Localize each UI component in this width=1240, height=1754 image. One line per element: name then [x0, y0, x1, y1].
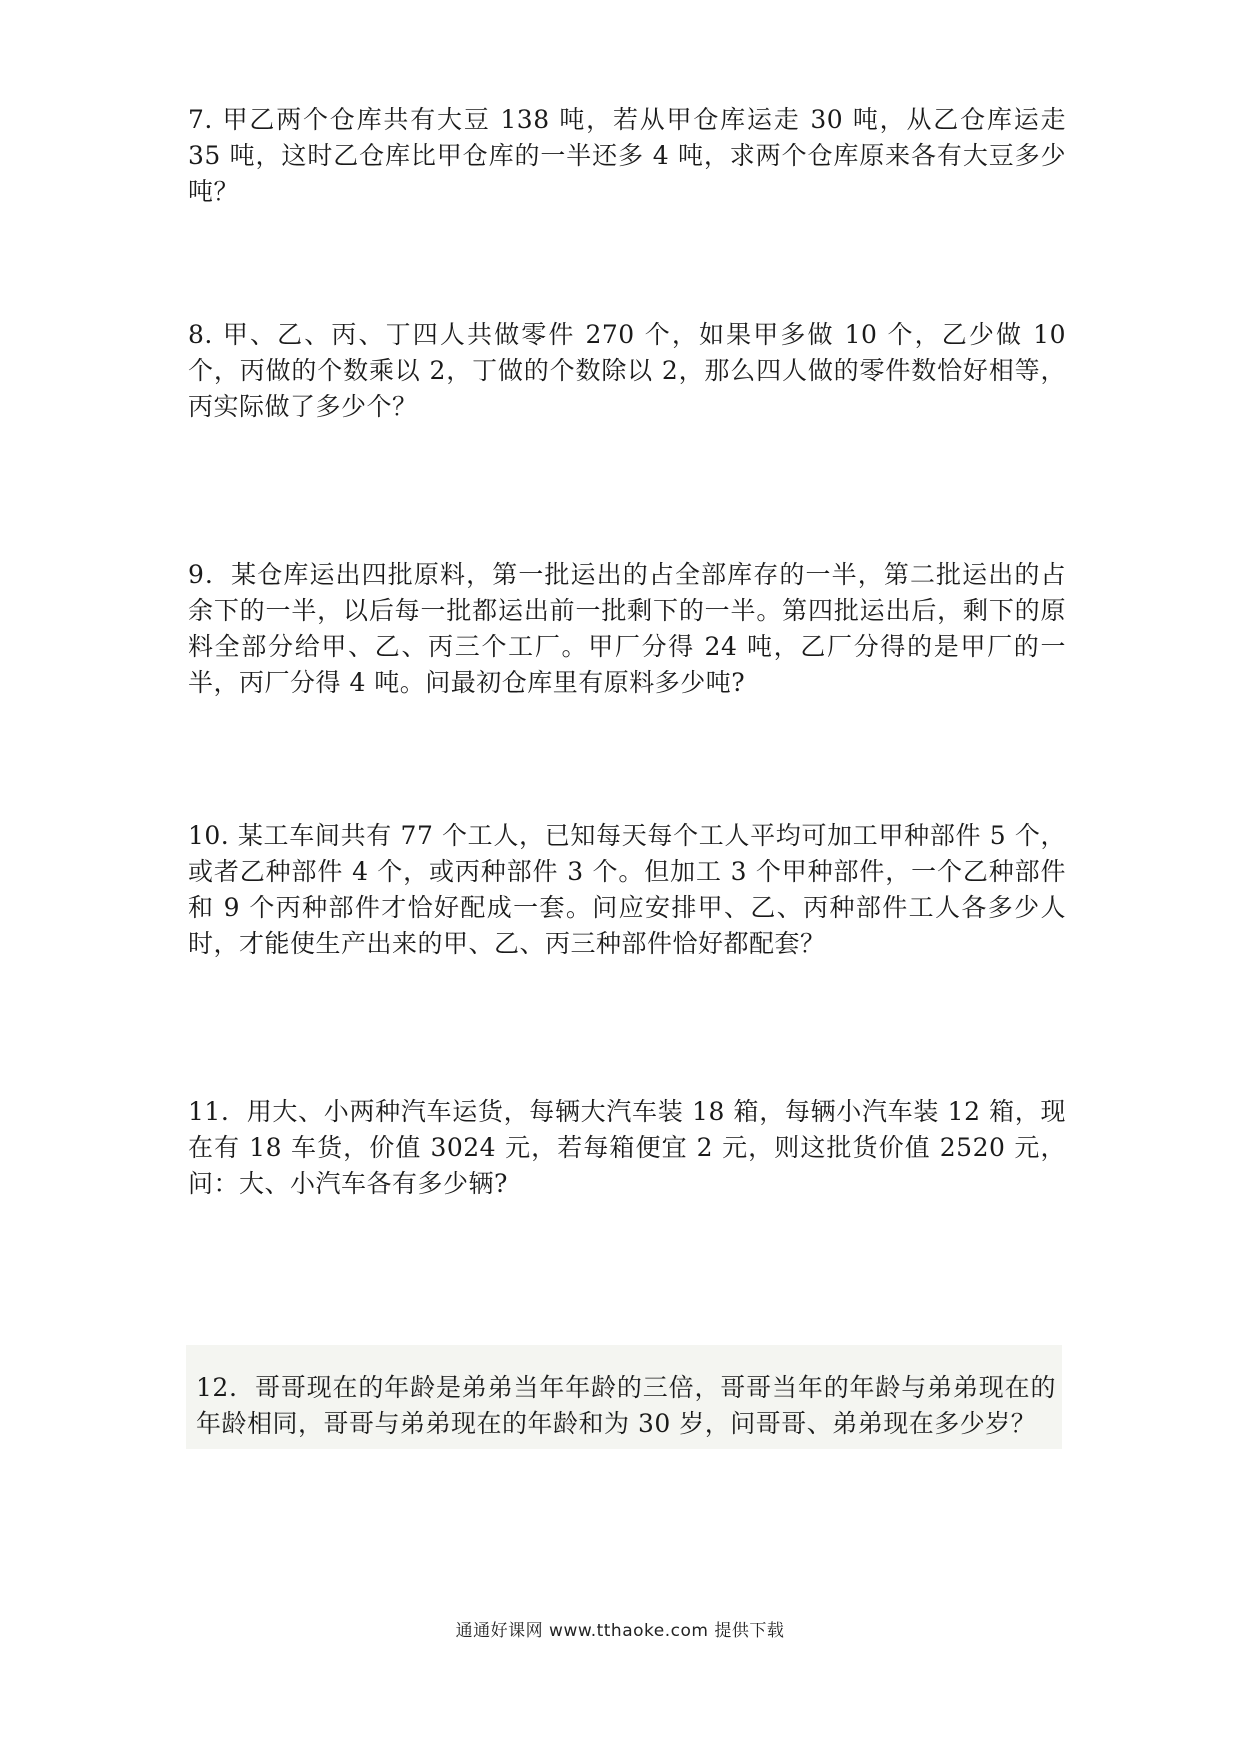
problem-8: 8. 甲、乙、丙、丁四人共做零件 270 个，如果甲多做 10 个，乙少做 10 个，丙做的个数乘以 2，丁做的个数除以 2，那么四人做的零件数恰好相等，丙实际做了多少个？	[188, 320, 1066, 421]
problem-11: 11．用大、小两种汽车运货，每辆大汽车装 18 箱，每辆小汽车装 12 箱，现在有 18 车货，价值 3024 元，若每箱便宜 2 元，则这批货价值 2520 元，问：大、小汽车各有多少辆?	[188, 1097, 1066, 1198]
problem-7: 7. 甲乙两个仓库共有大豆 138 吨，若从甲仓库运走 30 吨，从乙仓库运走 35 吨，这时乙仓库比甲仓库的一半还多 4 吨，求两个仓库原来各有大豆多少吨？	[188, 105, 1066, 206]
problem-12: 12．哥哥现在的年龄是弟弟当年年龄的三倍，哥哥当年的年龄与弟弟现在的年龄相同，哥哥与弟弟现在的年龄和为 30 岁，问哥哥、弟弟现在多少岁？	[196, 1373, 1056, 1438]
problem-9: 9．某仓库运出四批原料，第一批运出的占全部库存的一半，第二批运出的占余下的一半，以后每一批都运出前一批剩下的一半。第四批运出后，剩下的原料全部分给甲、乙、丙三个工厂。甲厂分得 24 吨，乙厂分得的是甲厂的一半，丙厂分得 4 吨。问最初仓库里有原料多少吨?	[188, 560, 1066, 697]
problem-10: 10. 某工车间共有 77 个工人，已知每天每个工人平均可加工甲种部件 5 个，或者乙种部件 4 个，或丙种部件 3 个。但加工 3 个甲种部件，一个乙种部件和 9 个丙种部件才恰好配成一套。问应安排甲、乙、丙种部件工人各多少人时，才能使生产出来的甲、乙、丙三种部件恰好都配套？	[188, 821, 1066, 958]
page-footer: 通通好课网 www.tthaoke.com 提供下载	[455, 1621, 785, 1641]
